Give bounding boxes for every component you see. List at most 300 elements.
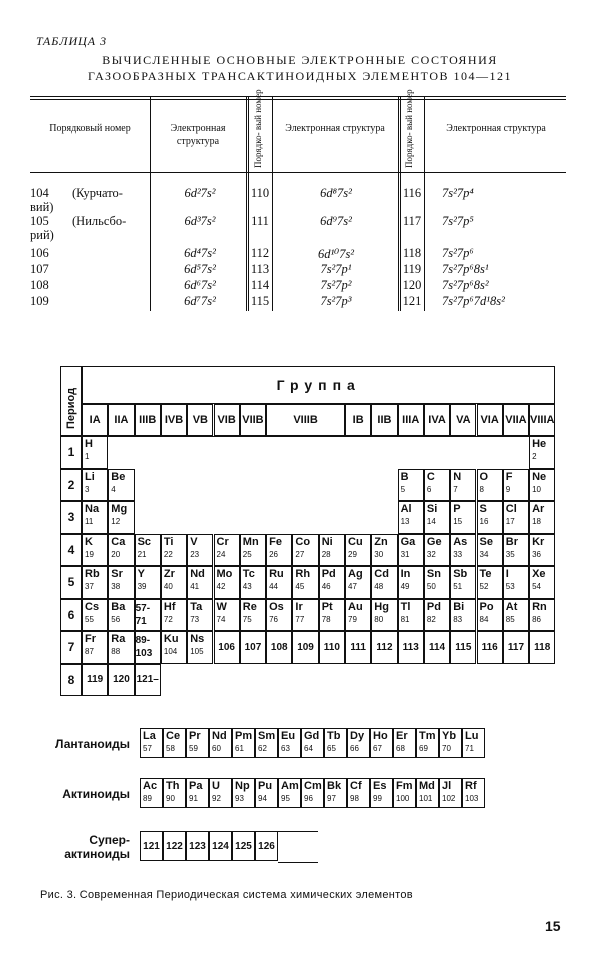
element-cell-number: 108 xyxy=(266,631,292,664)
actinide-cell-th xyxy=(163,778,186,808)
element-symbol: H xyxy=(85,438,93,450)
element-symbol: Zr xyxy=(163,568,175,580)
element-cell-fr xyxy=(82,631,108,664)
lanthanide-cell-lu xyxy=(462,728,485,758)
atomic-number: 54 xyxy=(532,582,541,591)
element-cell-in xyxy=(398,566,424,599)
period-1: 1 xyxy=(60,436,82,469)
electron-config: 6d⁵7s² xyxy=(184,262,216,276)
element-symbol: F xyxy=(505,470,513,483)
element-cell-w xyxy=(214,599,240,632)
period-4: 4 xyxy=(60,534,82,567)
element-cell-ns xyxy=(187,631,213,664)
element-cell-c xyxy=(424,469,450,502)
element-symbol: B xyxy=(400,470,409,483)
element-cell-fe xyxy=(266,534,292,567)
atomic-number: 68 xyxy=(396,744,405,753)
atomic-number: 80 xyxy=(374,614,384,624)
group-iva: IVA xyxy=(424,404,450,436)
element-cell-kr xyxy=(529,534,555,567)
element-cell-p xyxy=(450,501,476,534)
atomic-number: 59 xyxy=(189,744,198,753)
element-cell-ti xyxy=(161,534,187,567)
atomic-number: 34 xyxy=(479,549,489,559)
lanthanide-cell-tb xyxy=(324,728,347,758)
superactinide-cell: 122 xyxy=(163,831,186,861)
element-symbol: C xyxy=(426,470,435,483)
group-vb: VB xyxy=(187,404,213,436)
actinide-cell-u xyxy=(209,778,232,808)
atomic-number: 92 xyxy=(212,794,221,803)
element-symbol: Si xyxy=(426,503,438,515)
lanthanide-cell-yb xyxy=(439,728,462,758)
element-cell-number: 109 xyxy=(292,631,318,664)
atomic-number: 71 xyxy=(465,744,474,753)
element-symbol: Cr xyxy=(216,535,229,548)
element-name-cont: вий) xyxy=(30,200,54,214)
period-5: 5 xyxy=(60,566,82,599)
element-cell-ba xyxy=(108,599,134,632)
atomic-number: 99 xyxy=(373,794,382,803)
row-number: 115 xyxy=(250,294,270,308)
lanthanide-cell-ho xyxy=(370,728,393,758)
atomic-number: 64 xyxy=(304,744,313,753)
element-symbol: Xe xyxy=(532,568,546,580)
element-symbol: Sr xyxy=(111,568,123,580)
atomic-number: 48 xyxy=(374,582,384,591)
lanthanide-cell-la xyxy=(140,728,163,758)
element-cell-re xyxy=(240,599,266,632)
element-cell-n xyxy=(450,469,476,502)
group-ib: IB xyxy=(345,404,371,436)
electron-config: 7s²7p⁴ xyxy=(442,186,474,200)
element-cell-tl xyxy=(398,599,424,632)
electron-config: 7s²7p⁶8s² xyxy=(442,278,489,292)
atomic-number: 16 xyxy=(479,517,489,526)
atomic-number: 15 xyxy=(453,517,463,526)
element-cell-na xyxy=(82,501,108,534)
lanthanide-cell-er xyxy=(393,728,416,758)
element-cell-sc xyxy=(135,534,161,567)
row-number: 108 xyxy=(30,278,49,292)
header-electron-structure-1: Электронная структура xyxy=(170,123,226,147)
header-electron-structure-2: Электронная структура xyxy=(285,123,385,134)
atomic-number: 72 xyxy=(163,614,173,624)
element-cell-ag xyxy=(345,566,371,599)
atomic-number: 36 xyxy=(532,549,541,559)
superactinide-tail xyxy=(278,831,318,863)
element-symbol: In xyxy=(400,568,411,580)
element-symbol: Fm xyxy=(396,780,413,792)
atomic-number: 29 xyxy=(348,549,357,559)
actinide-cell-jl xyxy=(439,778,462,808)
element-symbol: Er xyxy=(396,730,408,742)
atomic-number: 14 xyxy=(426,517,436,526)
element-symbol: O xyxy=(479,470,489,483)
atomic-number: 32 xyxy=(426,549,436,559)
actinide-cell-md xyxy=(416,778,439,808)
superactinides-label xyxy=(0,833,130,861)
element-symbol: La xyxy=(143,730,156,742)
element-symbol: Dy xyxy=(350,730,365,742)
period-2: 2 xyxy=(60,469,82,502)
element-symbol: I xyxy=(505,568,509,580)
element-symbol: Ag xyxy=(348,568,363,580)
element-symbol: Ni xyxy=(321,535,333,548)
atomic-number: 6 xyxy=(426,484,432,494)
element-symbol: Cm xyxy=(304,780,322,792)
element-symbol: Ra xyxy=(111,633,126,645)
table-label: ТАБЛИЦА 3 xyxy=(36,34,108,48)
atomic-number: 35 xyxy=(505,549,515,559)
superactinide-cell: 124 xyxy=(209,831,232,861)
period-label: Период xyxy=(65,387,77,429)
electron-config: 6d⁹7s² xyxy=(320,214,352,228)
atomic-number: 20 xyxy=(111,549,121,559)
atomic-number: 95 xyxy=(281,794,290,803)
element-symbol: Ce xyxy=(166,730,181,742)
group-iiib: IIIB xyxy=(135,404,161,436)
element-cell-number: 115 xyxy=(450,631,476,664)
element-cell-he xyxy=(529,436,555,469)
row-number: 121 xyxy=(402,294,422,308)
header-electron-structure-3: Электронная структура xyxy=(446,123,546,134)
element-symbol: Fe xyxy=(269,535,282,548)
element-symbol: Rf xyxy=(465,780,477,792)
element-symbol: Ga xyxy=(400,535,416,548)
atomic-number: 53 xyxy=(505,582,515,591)
atomic-number: 98 xyxy=(350,794,359,803)
actinide-cell-np xyxy=(232,778,255,808)
atomic-number: 62 xyxy=(258,744,267,753)
element-cell-rb xyxy=(82,566,108,599)
element-cell-ca xyxy=(108,534,134,567)
atomic-number: 91 xyxy=(189,794,198,803)
atomic-number: 24 xyxy=(216,549,226,559)
element-cell-zn xyxy=(371,534,397,567)
atomic-number: 43 xyxy=(242,582,252,591)
element-symbol: Bk xyxy=(327,780,342,792)
element-cell-cl xyxy=(503,501,529,534)
row-number: 117 xyxy=(402,214,422,228)
superactinides-label-line: актиноиды xyxy=(64,847,130,861)
atomic-number: 96 xyxy=(304,794,313,803)
element-cell-number: 118 xyxy=(529,631,555,664)
element-symbol: Sm xyxy=(258,730,276,742)
element-symbol: Am xyxy=(281,780,299,792)
row-number: 110 xyxy=(250,186,270,200)
element-symbol: Sc xyxy=(137,535,152,548)
header-ordinal-number-3: Порядко- вый номер xyxy=(404,89,414,168)
actinides-label-line: Актиноиды xyxy=(62,787,130,801)
atomic-number: 11 xyxy=(85,517,94,526)
atomic-number: 5 xyxy=(400,484,406,494)
atomic-number: 74 xyxy=(216,614,226,624)
atomic-number: 1 xyxy=(85,452,90,461)
lanthanides-label xyxy=(0,737,130,751)
actinide-cell-bk xyxy=(324,778,347,808)
electron-config: 7s²7p¹ xyxy=(320,262,352,276)
element-symbol: Ku xyxy=(163,633,179,645)
element-cell-number: 117 xyxy=(503,631,529,664)
element-cell-mo xyxy=(214,566,240,599)
atomic-number: 100 xyxy=(396,794,410,803)
atomic-number: 70 xyxy=(442,744,451,753)
actinide-cell-es xyxy=(370,778,393,808)
atomic-number: 102 xyxy=(442,794,456,803)
atomic-number: 58 xyxy=(166,744,175,753)
element-symbol: Ta xyxy=(190,600,203,613)
element-cell-number: 120 xyxy=(108,664,134,697)
element-symbol: Ns xyxy=(190,633,205,645)
atomic-number: 101 xyxy=(419,794,433,803)
element-symbol: P xyxy=(453,503,461,515)
atomic-number: 10 xyxy=(532,484,541,494)
element-cell-se xyxy=(477,534,503,567)
element-cell-os xyxy=(266,599,292,632)
element-cell-pd xyxy=(424,599,450,632)
period-6: 6 xyxy=(60,599,82,632)
element-symbol: Re xyxy=(242,600,257,613)
atomic-number: 46 xyxy=(321,582,331,591)
atomic-number: 66 xyxy=(350,744,359,753)
element-cell-number: 116 xyxy=(477,631,503,664)
element-symbol: Yb xyxy=(442,730,457,742)
row-number: 112 xyxy=(250,246,270,260)
element-cell-number: 57-71 xyxy=(135,599,161,632)
element-symbol: Al xyxy=(400,503,412,515)
atomic-number: 89 xyxy=(143,794,152,803)
atomic-number: 90 xyxy=(166,794,175,803)
atomic-number: 30 xyxy=(374,549,384,559)
element-cell-ru xyxy=(266,566,292,599)
atomic-number: 82 xyxy=(426,614,436,624)
electron-config: 6d⁶7s² xyxy=(184,278,216,292)
element-cell-po xyxy=(477,599,503,632)
element-symbol: Pu xyxy=(258,780,273,792)
row-number: 118 xyxy=(402,246,422,260)
lanthanide-cell-tm xyxy=(416,728,439,758)
atomic-number: 50 xyxy=(426,582,436,591)
lanthanide-cell-sm xyxy=(255,728,278,758)
element-symbol: Fr xyxy=(85,633,96,645)
element-cell-al xyxy=(398,501,424,534)
atomic-number: 8 xyxy=(479,484,484,494)
element-symbol: Ir xyxy=(295,600,303,613)
lanthanide-cell-gd xyxy=(301,728,324,758)
header-ordinal-number: Порядковый номер xyxy=(49,123,131,134)
element-symbol: Be xyxy=(111,470,126,483)
atomic-number: 77 xyxy=(295,614,305,624)
element-cell-co xyxy=(292,534,318,567)
element-symbol: Es xyxy=(373,780,387,792)
atomic-number: 55 xyxy=(85,614,94,624)
row-number: 120 xyxy=(402,278,422,292)
lanthanide-cell-dy xyxy=(347,728,370,758)
atomic-number: 103 xyxy=(465,794,479,803)
element-symbol: Co xyxy=(295,535,311,548)
atomic-number: 40 xyxy=(163,582,173,591)
atomic-number: 27 xyxy=(295,549,305,559)
actinide-cell-rf xyxy=(462,778,485,808)
element-symbol: Sn xyxy=(426,568,441,580)
atomic-number: 67 xyxy=(373,744,382,753)
element-cell-cu xyxy=(345,534,371,567)
element-cell-mn xyxy=(240,534,266,567)
element-symbol: Tm xyxy=(419,730,436,742)
element-symbol: Te xyxy=(479,568,492,580)
atomic-number: 3 xyxy=(85,484,90,494)
atomic-number: 26 xyxy=(269,549,278,559)
row-number: 114 xyxy=(250,278,270,292)
header-ordinal-number-2: Порядко- вый номер xyxy=(253,89,263,168)
element-symbol: Np xyxy=(235,780,250,792)
element-cell-ne xyxy=(529,469,555,502)
atomic-number: 52 xyxy=(479,582,489,591)
atomic-number: 47 xyxy=(348,582,357,591)
element-cell-hg xyxy=(371,599,397,632)
actinide-cell-ac xyxy=(140,778,163,808)
element-symbol: Nd xyxy=(190,568,205,580)
atomic-number: 42 xyxy=(216,582,226,591)
element-cell-te xyxy=(477,566,503,599)
atomic-number: 44 xyxy=(269,582,278,591)
page-number: 15 xyxy=(545,918,561,934)
atomic-number: 7 xyxy=(453,484,458,494)
element-cell-bi xyxy=(450,599,476,632)
element-symbol: Lu xyxy=(465,730,479,742)
atomic-number: 65 xyxy=(327,744,336,753)
electron-config: 7s²7p⁶8s¹ xyxy=(442,262,489,276)
element-symbol: Pd xyxy=(426,600,441,613)
element-cell-sb xyxy=(450,566,476,599)
atomic-number: 19 xyxy=(85,549,94,559)
element-symbol: N xyxy=(453,470,462,483)
element-symbol: W xyxy=(216,600,227,613)
electron-config-table xyxy=(30,89,566,311)
element-symbol: Bi xyxy=(453,600,465,613)
electron-config: 6d⁴7s² xyxy=(184,246,216,260)
atomic-number: 39 xyxy=(137,582,147,591)
element-symbol: Gd xyxy=(304,730,320,742)
atomic-number: 87 xyxy=(85,647,94,656)
element-symbol: Th xyxy=(166,780,180,792)
element-symbol: Ne xyxy=(532,470,547,483)
element-symbol: K xyxy=(85,535,93,548)
element-symbol: He xyxy=(532,438,547,450)
atomic-number: 31 xyxy=(400,549,410,559)
atomic-number: 57 xyxy=(143,744,152,753)
element-cell-number: 107 xyxy=(240,631,266,664)
element-cell-be xyxy=(108,469,134,502)
element-symbol: As xyxy=(453,535,468,548)
element-symbol: Ho xyxy=(373,730,388,742)
actinide-cell-pu xyxy=(255,778,278,808)
group-viiib: VIIIB xyxy=(266,404,345,436)
element-cell-rh xyxy=(292,566,318,599)
element-cell-number: 111 xyxy=(345,631,371,664)
lanthanide-cell-eu xyxy=(278,728,301,758)
element-cell-number: 113 xyxy=(398,631,424,664)
atomic-number: 84 xyxy=(479,614,489,624)
lanthanide-cell-pr xyxy=(186,728,209,758)
lanthanides-label-line: Лантаноиды xyxy=(54,737,130,751)
atomic-number: 75 xyxy=(242,614,252,624)
element-cell-ku xyxy=(161,631,187,664)
atomic-number: 38 xyxy=(111,582,121,591)
atomic-number: 2 xyxy=(532,452,537,461)
element-symbol: Li xyxy=(85,470,95,483)
element-symbol: V xyxy=(190,535,198,548)
row-number: 109 xyxy=(30,294,49,308)
element-symbol: Tc xyxy=(242,568,255,580)
atomic-number: 61 xyxy=(235,744,244,753)
group-title: Группа xyxy=(82,366,555,404)
actinide-cell-cm xyxy=(301,778,324,808)
element-symbol: Rb xyxy=(85,568,100,580)
atomic-number: 18 xyxy=(532,517,541,526)
element-symbol: Cf xyxy=(350,780,362,792)
atomic-number: 22 xyxy=(163,549,173,559)
element-cell-cd xyxy=(371,566,397,599)
atomic-number: 63 xyxy=(281,744,290,753)
element-cell-number: 112 xyxy=(371,631,397,664)
element-cell-rn xyxy=(529,599,555,632)
element-symbol: Pt xyxy=(321,600,333,613)
element-cell-v xyxy=(187,534,213,567)
atomic-number: 25 xyxy=(242,549,252,559)
element-cell-number: 119 xyxy=(82,664,108,697)
element-cell-o xyxy=(477,469,503,502)
actinide-cell-fm xyxy=(393,778,416,808)
element-cell-at xyxy=(503,599,529,632)
element-cell-number: 114 xyxy=(424,631,450,664)
atomic-number: 21 xyxy=(137,549,147,559)
element-cell-li xyxy=(82,469,108,502)
element-symbol: Cs xyxy=(85,600,100,613)
element-symbol: At xyxy=(505,600,518,613)
element-cell-sr xyxy=(108,566,134,599)
element-symbol: Hf xyxy=(163,600,176,613)
element-cell-zr xyxy=(161,566,187,599)
element-cell-number: 89-103 xyxy=(135,631,161,664)
element-cell-tc xyxy=(240,566,266,599)
atomic-number: 76 xyxy=(269,614,278,624)
table-title-line1: ВЫЧИСЛЕННЫЕ ОСНОВНЫЕ ЭЛЕКТРОННЫЕ СОСТОЯНИЯ xyxy=(102,53,498,67)
element-symbol: Ar xyxy=(532,503,545,515)
element-symbol: Tb xyxy=(327,730,341,742)
atomic-number: 73 xyxy=(190,614,200,624)
actinide-cell-am xyxy=(278,778,301,808)
element-cell-pd xyxy=(319,566,345,599)
figure-caption: Рис. 3. Современная Периодическая система химических элементов xyxy=(40,889,413,901)
element-symbol: Jl xyxy=(442,780,452,792)
table-title-line2: ГАЗООБРАЗНЫХ ТРАНСАКТИНОИДНЫХ ЭЛЕМЕНТОВ 104—121 xyxy=(87,69,513,83)
element-symbol: Po xyxy=(479,600,494,613)
row-number: 113 xyxy=(250,262,270,276)
element-cell-nd xyxy=(187,566,213,599)
period-3: 3 xyxy=(60,501,82,534)
period-7: 7 xyxy=(60,631,82,664)
row-number: 107 xyxy=(30,262,49,276)
atomic-number: 94 xyxy=(258,794,267,803)
atomic-number: 86 xyxy=(532,614,541,624)
electron-config: 6d²7s² xyxy=(184,186,216,200)
element-symbol: Y xyxy=(137,568,145,580)
superactinides-label-line: Супер- xyxy=(89,833,130,847)
row-number: 104 xyxy=(30,186,49,200)
element-symbol: Cl xyxy=(505,503,517,515)
